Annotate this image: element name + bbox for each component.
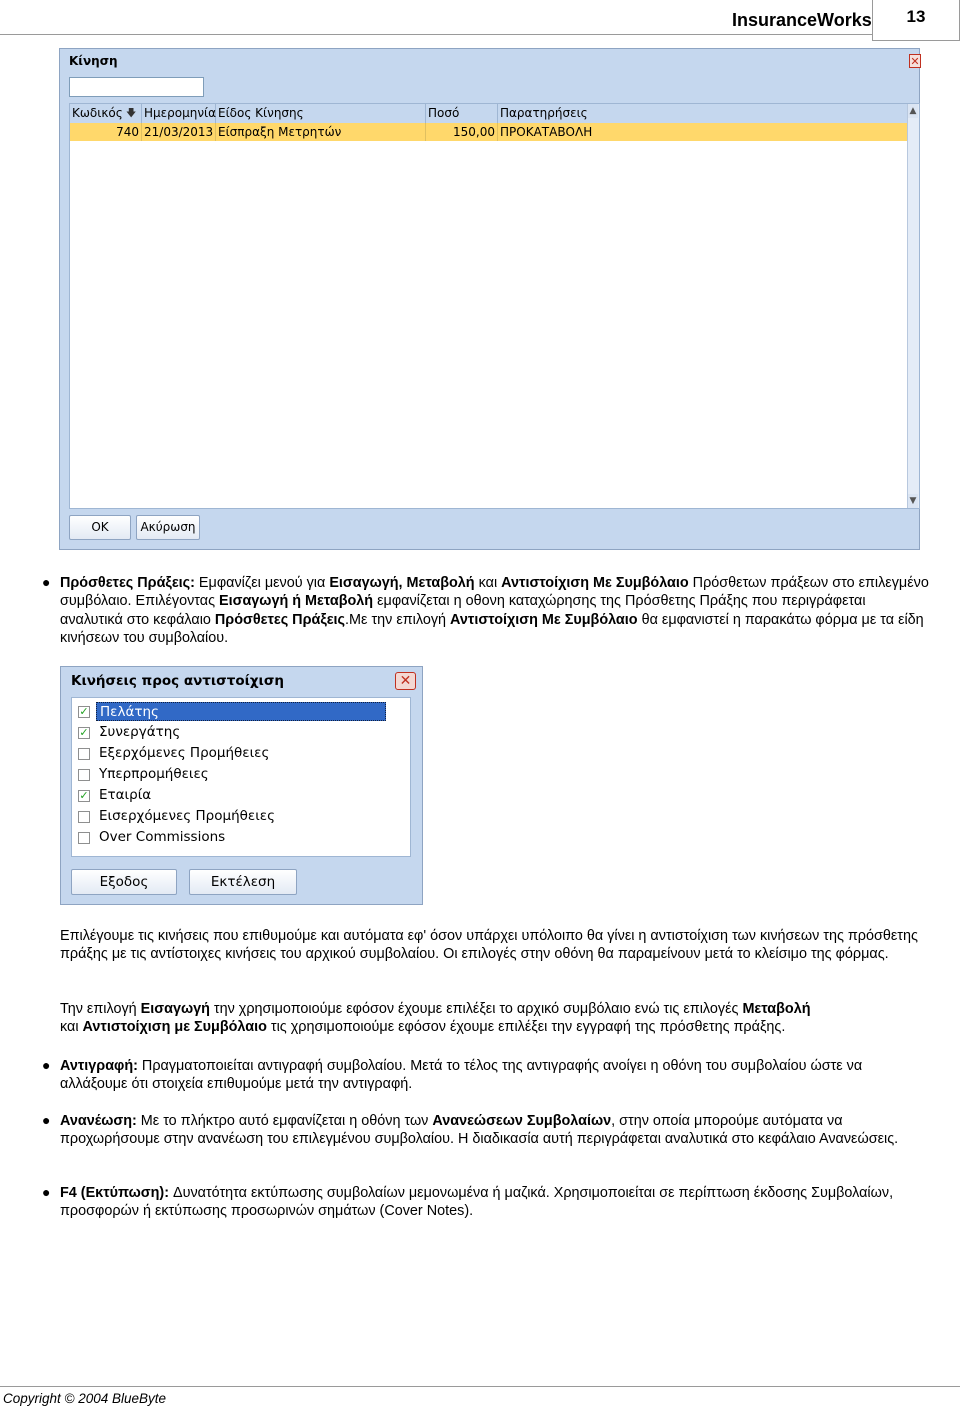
movements-grid — [69, 103, 920, 509]
run-button[interactable]: Εκτέλεση — [189, 869, 297, 895]
column-header-code[interactable]: Κωδικός 🡇 — [70, 104, 142, 123]
table-row[interactable] — [70, 123, 910, 141]
checkbox-checked[interactable]: ✓ — [79, 726, 89, 739]
bullet-icon: ● — [42, 1057, 51, 1073]
sort-down-arrow-icon: 🡇 — [126, 108, 137, 119]
bullet-icon: ● — [42, 1112, 51, 1128]
paragraph-matching-explanation: Επιλέγουμε τις κινήσεις που επιθυμούμε και αυτόματα εφ' όσον υπάρχει υπόλοιπο θα γίνει η αντιστοίχιση των κινήσεων της πρόσθετης πράξης με τις αντίστοιχες κινήσεις του αρχικού συμβολαίου. Οι επιλογές στην οθόνη θα παραμείνουν μετά το κλείσιμο της φόρμας. — [60, 928, 918, 963]
footer-rule — [0, 1386, 960, 1387]
checkbox-unchecked[interactable] — [78, 811, 90, 823]
list-item[interactable]: Over Commissions — [76, 828, 408, 848]
scroll-down-icon[interactable]: ▼ — [909, 496, 917, 506]
checkbox-checked[interactable]: ✓ — [79, 705, 89, 718]
ok-button[interactable]: OK — [69, 515, 131, 540]
checkbox-unchecked[interactable] — [78, 748, 90, 760]
bullet-print: F4 (Εκτύπωση): Δυνατότητα εκτύπωσης συμβολαίων μεμονωμένα ή μαζικά. Χρησιμοποιείται σε περίπτωση έκδοσης Συμβολαίων, προσφορών ή εκτύπωσης προσωρινών σημάτων (Cover Notes). — [60, 1185, 894, 1220]
cell-amount: 150,00 — [426, 123, 498, 141]
list-item[interactable]: Υπερπρομήθειες — [76, 765, 408, 785]
grid-header — [70, 104, 910, 124]
close-icon[interactable]: ✕ — [910, 55, 920, 68]
bullet-renewal: Ανανέωση: Με το πλήκτρο αυτό εμφανίζεται η οθόνη των Ανανεώσεων Συμβολαίων, στην οποία μπορούμε αυτόματα να προχωρήσουμε στην ανανέωση του επιλεγμένου συμβολαίου. Η διαδικασία αυτή περιγράφεται αναλυτικά στο κεφάλαιο Ανανεώσεις. — [60, 1113, 899, 1148]
checkbox-checked[interactable]: ✓ — [79, 789, 89, 802]
cell-type: Είσπραξη Μετρητών — [216, 123, 426, 141]
list-item[interactable]: ✓ Συνεργάτης — [79, 724, 181, 740]
close-icon[interactable]: ✕ — [395, 672, 416, 690]
bullet-icon: ● — [42, 1184, 51, 1200]
cell-date: 21/03/2013 — [142, 123, 216, 141]
scroll-up-icon[interactable]: ▲ — [909, 106, 917, 116]
header-rule — [0, 34, 960, 35]
cancel-button[interactable]: Ακύρωση — [136, 515, 200, 540]
list-item[interactable]: Εξερχόμενες Προμήθειες — [76, 744, 408, 764]
bullet-icon: ● — [42, 574, 51, 590]
cell-code: 740 — [70, 123, 142, 141]
page-number: 13 — [872, 0, 960, 41]
vertical-scrollbar[interactable] — [907, 104, 919, 508]
match-movements-dialog-screenshot — [60, 666, 423, 905]
column-header-notes[interactable]: Παρατηρήσεις — [500, 106, 588, 120]
movement-type-checklist — [71, 697, 411, 857]
movement-dialog-screenshot — [59, 48, 920, 550]
footer-copyright: Copyright © 2004 BlueByte — [3, 1391, 167, 1406]
list-item[interactable]: ✓ Εταιρία — [79, 787, 152, 803]
checkbox-unchecked[interactable] — [78, 769, 90, 781]
exit-button[interactable]: Εξοδος — [71, 869, 177, 895]
search-input[interactable] — [69, 77, 204, 97]
document-header-title: InsuranceWorks — [732, 10, 872, 30]
bullet-copy: Αντιγραφή: Πραγματοποιείται αντιγραφή συμβολαίου. Μετά το τέλος της αντιγραφής ανοίγει η οθόνη του συμβολαίου ώστε να αλλάξουμε ότι στοιχεία επιθυμούμε μετά την αντιγραφή. — [60, 1058, 863, 1093]
cell-notes: ΠΡΟΚΑΤΑΒΟΛΗ — [500, 125, 593, 139]
column-header-type[interactable]: Είδος Κίνησης — [216, 104, 426, 123]
column-header-amount[interactable]: Ποσό — [426, 104, 498, 123]
bullet-additional-actions: Πρόσθετες Πράξεις: Εμφανίζει μενού για Εισαγωγή, Μεταβολή και Αντιστοίχιση Με Συμβόλαιο Πρόσθετων πράξεων στο επιλεγμένο συμβόλαιο. Επιλέγοντας Εισαγωγή ή Μεταβολή εμφανίζεται η οθονη καταχώρησης της Πρόσθετης Πράξης που περιγράφεται αναλυτικά στο κεφάλαιο Πρόσθετες Πράξεις.Με την επιλογή Αντιστοίχιση Με Συμβόλαιο θα εμφανιστεί η παρακάτω φόρμα με τα είδη κινήσεων του συμβολαίου. — [60, 575, 929, 647]
list-item[interactable]: ✓ Πελάτης — [76, 702, 408, 722]
list-item[interactable]: Εισερχόμενες Προμήθειες — [76, 807, 408, 827]
column-header-date[interactable]: Ημερομηνία — [142, 104, 216, 123]
dialog-title: Κινήσεις προς αντιστοίχιση — [71, 673, 284, 689]
checkbox-unchecked[interactable] — [78, 832, 90, 844]
dialog-title: Κίνηση — [69, 54, 118, 68]
paragraph-usage-note: Την επιλογή Εισαγωγή την χρησιμοποιούμε εφόσον έχουμε επιλέξει το αρχικό συμβόλαιο ενώ τις επιλογές Μεταβολή και Αντιστοίχιση με Συμβόλαιο τις χρησιμοποιούμε εφόσον έχουμε επιλέξει την εγγραφή της πρόσθετης πράξης. — [60, 1001, 811, 1036]
